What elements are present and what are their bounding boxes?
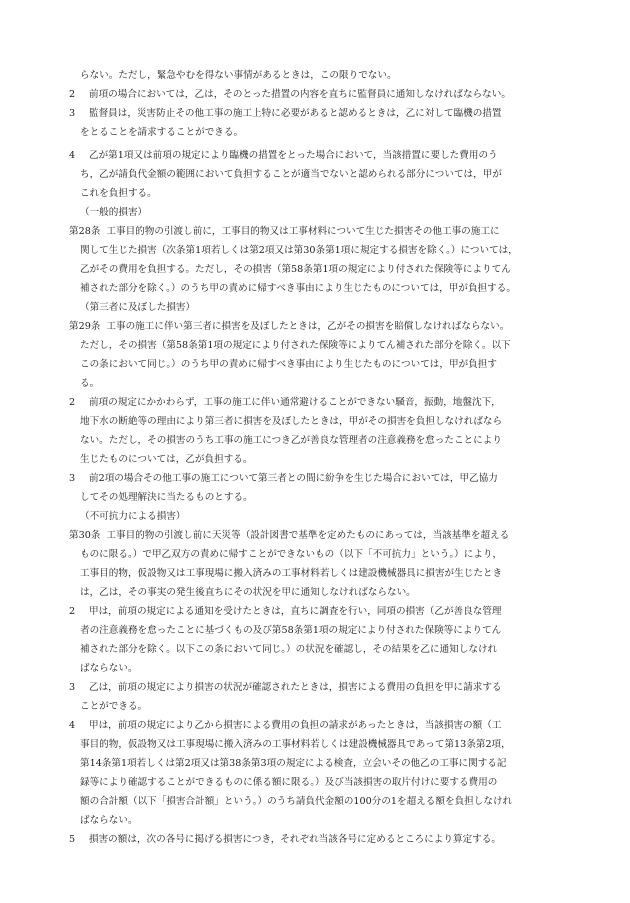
article-28 — [69, 222, 518, 298]
text-line: 工事目的物の引渡し前に天災等（設計図書で基準を定めたものにあっては，当該基準を超える — [106, 530, 510, 541]
paragraph-number: 4 — [69, 150, 76, 161]
text-line: 前2項の場合その他工事の施工について第三者との間に紛争を生じた場合においては，甲乙協力 — [89, 473, 498, 484]
text-line: 関して生じた損害（次条第1項若しくは第2項又は第30条第1項に規定する損害を除く。）については， — [80, 245, 518, 257]
paragraph — [80, 469, 498, 507]
text-line: 者の注意義務を怠ったことに基づくもの及び第58条第1項の規定により付された保険等によりてん — [80, 625, 502, 637]
text-line: ない。ただし，その損害のうち工事の施工につき乙が善良な管理者の注意義務を怠ったことにより — [80, 435, 502, 447]
text-line: 工事の施工に伴い第三者に損害を及ぼしたときは，乙がその損害を賠償しなければならない。 — [106, 321, 510, 332]
paragraph-number: 3 — [69, 108, 76, 119]
paragraph — [80, 393, 503, 469]
article-30 — [69, 526, 509, 602]
text-line: 工事目的物の引渡し前に，工事目的物又は工事材料について生じた損害その他工事の施工に — [106, 226, 500, 237]
text-line: ことができる。 — [80, 701, 148, 713]
text-line: 乙は，前項の規定により損害の状況が確認されたときは，損害による費用の負担を甲に請求する — [89, 682, 502, 693]
text-line: ばならない。 — [80, 815, 138, 827]
text-line: 地下水の断絶等の理由により第三者に損害を及ぼしたときは，甲がその損害を負担しなければなら — [80, 416, 503, 428]
text-line: 乙がその費用を負担する。ただし，その損害（第58条第1項の規定により付された保険等によりてん — [80, 264, 511, 276]
text-line: 生じたものについては，乙が負担する。 — [80, 454, 253, 466]
text-line: 前項の場合においては，乙は，そのとった措置の内容を直ちに監督員に通知しなければならない。 — [89, 89, 511, 100]
text-line: ただし，その損害（第58条第1項の規定により付された保険等によりてん補された部分を除く。以下 — [80, 340, 511, 352]
continuation-paragraph — [80, 66, 397, 85]
text-line: 甲は，前項の規定による通知を受けたときは，直ちに調査を行い，同項の損害（乙が善良な管理 — [89, 606, 502, 617]
article-label: 第29条 — [69, 321, 101, 332]
text-line: らない。ただし，緊急やむを得ない事情があるときは，この限りでない。 — [80, 70, 397, 81]
section-heading: （第三者に及ぼした損害） — [80, 302, 196, 313]
text-line: 監督員は，災害防止その他工事の施工上特に必要があると認めるときは，乙に対して臨機の措置 — [89, 108, 502, 119]
text-line: は，乙は，その事実の発生後直ちにその状況を甲に通知しなければならない。 — [80, 587, 416, 599]
paragraph-number: 2 — [69, 397, 76, 408]
text-line: 録等により確認することができるものに係る額に限る。）及び当該損害の取片付けに要する費用の — [80, 777, 498, 789]
paragraph — [80, 602, 502, 678]
section-heading: （不可抗力による損害） — [80, 511, 186, 522]
text-line: 事目的物，仮設物又は工事現場に搬入済みの工事材料若しくは建設機械器具であって第13条第2項， — [80, 739, 511, 751]
text-line: 額の合計額（以下「損害合計額」という。）のうち請負代金額の100分の1を超える額を負担しなけれ — [80, 796, 513, 808]
text-line: この条において同じ。）のうち甲の責めに帰すべき事由により生じたものについては，甲が負担す — [80, 359, 497, 371]
paragraph-number: 3 — [69, 473, 76, 484]
text-line: ばならない。 — [80, 663, 138, 675]
paragraph — [80, 678, 502, 716]
paragraph-number: 4 — [69, 720, 76, 731]
paragraph — [80, 104, 502, 142]
text-line: これを負担する。 — [80, 188, 157, 200]
text-line: 損害の額は，次の各号に掲げる損害につき，それぞれ当該各号に定めるところにより算定する。 — [89, 834, 501, 845]
paragraph — [80, 146, 502, 203]
text-line: 乙が第1項又は前項の規定により臨機の措置をとった場合において，当該措置に要した費用のう — [89, 150, 498, 161]
paragraph-number: 5 — [69, 834, 76, 845]
article-label: 第30条 — [69, 530, 101, 541]
paragraph — [89, 85, 511, 104]
section-heading: （一般的損害） — [80, 207, 148, 218]
paragraph-number: 3 — [69, 682, 76, 693]
article-label: 第28条 — [69, 226, 101, 237]
text-line: る。 — [80, 378, 100, 390]
text-line: 補された部分を除く。）のうち甲の責めに帰すべき事由により生じたものについては，甲が負担する。 — [80, 283, 516, 295]
text-line: ち，乙が請負代金額の範囲において負担することが適当でないと認められる部分については，甲が — [80, 169, 502, 181]
text-line: 前項の規定にかかわらず，工事の施工に伴い通常避けることができない騒音，振動，地盤沈下， — [89, 397, 501, 408]
text-line: 第14条第1項若しくは第2項又は第38条第3項の規定による検査，立会いその他乙の工事に関する記 — [80, 758, 507, 770]
text-line: してその処理解決に当たるものとする。 — [80, 492, 253, 504]
text-line: をとることを請求することができる。 — [80, 127, 244, 139]
text-line: 工事目的物，仮設物又は工事現場に搬入済みの工事材料若しくは建設機械器具に損害が生じたとき — [80, 568, 503, 580]
paragraph — [89, 830, 501, 849]
text-line: 甲は，前項の規定により乙から損害による費用の負担の請求があったときは，当該損害の額（工 — [89, 720, 502, 731]
text-line: 補された部分を除く。以下この条において同じ。）の状況を確認し，その結果を乙に通知しなけれ — [80, 644, 498, 656]
paragraph-number: 2 — [69, 89, 76, 100]
text-line: ものに限る。）で甲乙双方の責めに帰すことができないもの（以下「不可抗力」という。）により， — [80, 549, 503, 561]
paragraph — [80, 716, 513, 831]
paragraph-number: 2 — [69, 606, 76, 617]
article-29 — [69, 317, 511, 393]
